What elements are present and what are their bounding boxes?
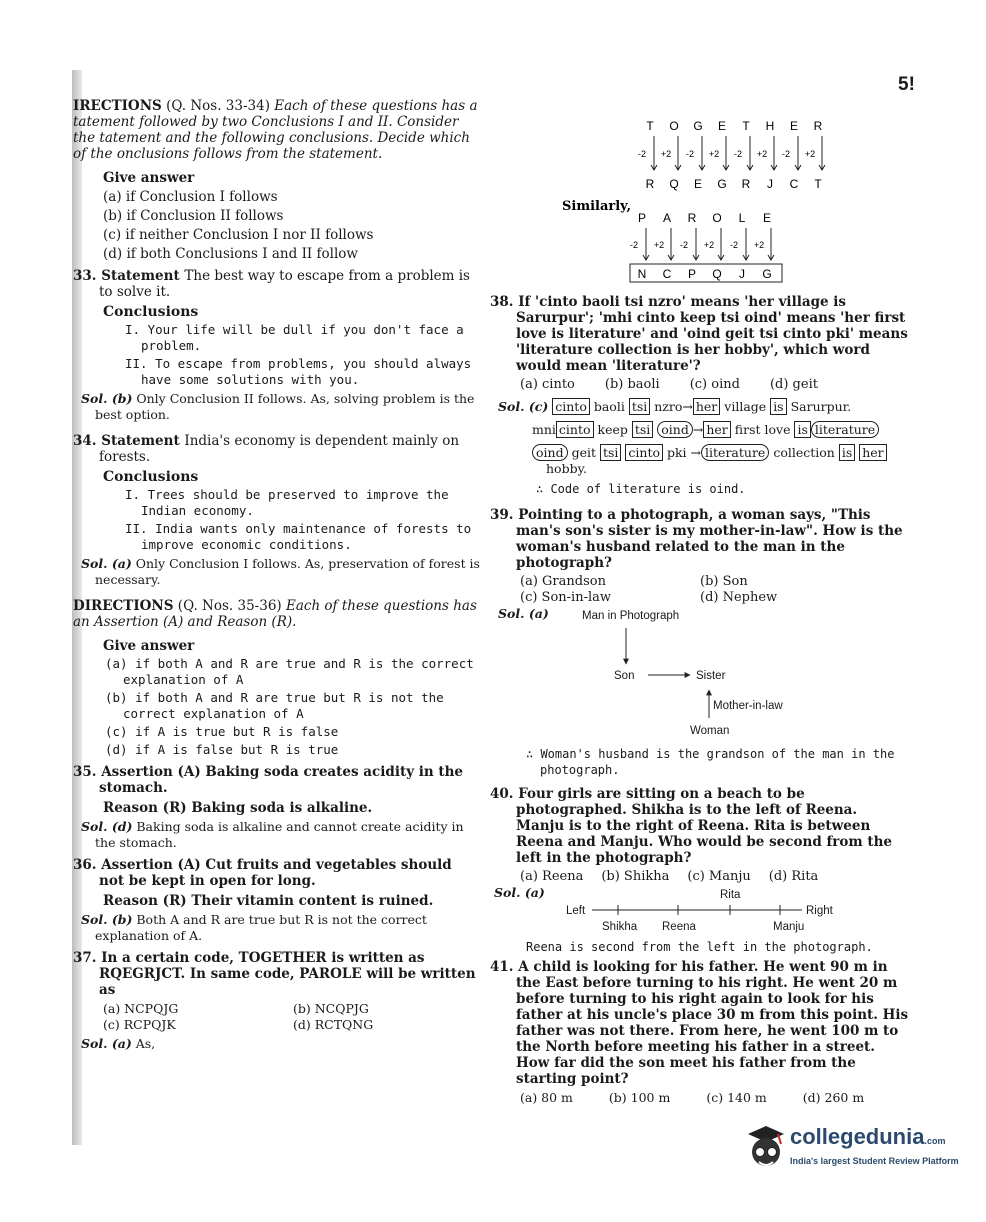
right-column bbox=[490, 288, 910, 1106]
par-top-letter: O bbox=[712, 211, 722, 225]
parole-top-letters bbox=[638, 211, 771, 225]
tog-top-letter: R bbox=[813, 119, 823, 133]
par-op-label: +2 bbox=[653, 240, 665, 250]
tog-top-letter: T bbox=[646, 119, 654, 133]
par-op-label: -2 bbox=[629, 240, 639, 250]
solution-34: Sol. (a) Only Conclusion I follows. As, preservation of forest is necessary. bbox=[81, 556, 480, 587]
collegedunia-logo[interactable] bbox=[742, 1120, 962, 1180]
mascot-icon bbox=[742, 1120, 788, 1180]
par-top-letter: A bbox=[662, 211, 672, 225]
question-39-options bbox=[520, 574, 910, 606]
option-b: (b) if both A and R are true but R is not the correct explanation of A bbox=[105, 690, 444, 721]
man-in-photograph-label: Man in Photograph bbox=[582, 610, 680, 622]
tog-op-label: -2 bbox=[733, 149, 743, 159]
question-38: 38. If 'cinto baoli tsi nzro' means 'her village is Sarurpur'; 'mhi cinto keep tsi oind' means 'her first love is literature' and 'oind geit tsi cinto pki' means 'literature collection is her hobby', which word would mean 'literature'? bbox=[490, 294, 908, 374]
option-a: (a) Reena bbox=[520, 869, 584, 884]
option-d: (d) geit bbox=[769, 377, 818, 392]
option-a: (a) NCPQJG bbox=[103, 1001, 179, 1016]
reason-36: Reason (R) Their vitamin content is ruined. bbox=[103, 893, 434, 909]
logo-wordmark: collegedunia.com bbox=[790, 1124, 946, 1149]
option-b: (b) baoli bbox=[604, 377, 660, 392]
coding-svg bbox=[490, 118, 910, 288]
option-c: (c) Son-in-law bbox=[520, 590, 612, 605]
par-op-label: -2 bbox=[679, 240, 689, 250]
option-d: (d) if A is false but R is true bbox=[105, 742, 339, 757]
par-bottom-letter: C bbox=[662, 267, 672, 281]
conclusion-1: I. Trees should be preserved to improve the Indian economy. bbox=[125, 487, 449, 518]
together-operations bbox=[638, 136, 825, 170]
question-41-options bbox=[520, 1090, 910, 1106]
tog-bottom-letter: G bbox=[717, 177, 727, 191]
coding-diagram bbox=[490, 118, 910, 292]
tog-top-letter: E bbox=[789, 119, 799, 133]
tog-bottom-letter: E bbox=[693, 177, 703, 191]
reason-35: Reason (R) Baking soda is alkaline. bbox=[103, 800, 373, 816]
similarly-label: Similarly, bbox=[562, 199, 632, 214]
par-top-letter: P bbox=[637, 211, 647, 225]
tog-op-label: +2 bbox=[660, 149, 672, 159]
par-bottom-letter: G bbox=[762, 267, 772, 281]
par-top-letter: R bbox=[687, 211, 697, 225]
reena-label: Reena bbox=[662, 921, 696, 933]
question-34: 34. Statement India's economy is dependent mainly on forests. bbox=[73, 433, 460, 465]
family-diagram bbox=[490, 606, 910, 744]
option-d: (d) RCTQNG bbox=[293, 1017, 374, 1032]
conclusions-label: Conclusions bbox=[103, 469, 199, 485]
logo-tagline: India's largest Student Review Platform bbox=[790, 1156, 959, 1166]
solution-39-label: Sol. (a) bbox=[498, 606, 549, 621]
option-d: (d) Rita bbox=[768, 869, 819, 884]
question-35: 35. Assertion (A) Baking soda creates acidity in the stomach. bbox=[73, 764, 464, 796]
manju-label: Manju bbox=[773, 921, 805, 933]
mother-in-law-label: Mother-in-law bbox=[713, 700, 783, 712]
tog-op-label: +2 bbox=[708, 149, 720, 159]
par-bottom-letter: N bbox=[637, 267, 647, 281]
tog-bottom-letter: R bbox=[645, 177, 655, 191]
solution-38-line-1: Sol. (c) cinto baoli tsi nzro→ her village is Sarurpur. bbox=[498, 399, 852, 414]
option-c: (c) RCPQJK bbox=[103, 1017, 176, 1032]
tog-bottom-letter: T bbox=[814, 177, 822, 191]
tog-bottom-letter: C bbox=[789, 177, 799, 191]
tog-bottom-letter: J bbox=[767, 177, 773, 191]
woman-label: Woman bbox=[690, 725, 730, 737]
tog-top-letter: O bbox=[669, 119, 679, 133]
tog-top-letter: G bbox=[693, 119, 703, 133]
tog-bottom-letter: Q bbox=[669, 177, 679, 191]
par-op-label: +2 bbox=[703, 240, 715, 250]
directions-33-34: IRECTIONS (Q. Nos. 33-34) Each of these questions has a tatement followed by two Conclusions I and II. Consider the tatement and the following conclusions. Decide which of the onclusions follows from the statement. bbox=[73, 98, 478, 162]
option-d: (d) if both Conclusions I and II follow bbox=[103, 246, 358, 262]
son-label: Son bbox=[614, 670, 635, 682]
par-op-label: +2 bbox=[753, 240, 765, 250]
question-39: 39. Pointing to a photograph, a woman says, "This man's son's sister is my mother-in-law". How is the woman's husband related to the man in the photograph? bbox=[490, 507, 903, 571]
right-label: Right bbox=[806, 905, 833, 917]
seating-line bbox=[490, 885, 910, 937]
give-answer-label: Give answer bbox=[103, 638, 195, 654]
directions-35-36: DIRECTIONS (Q. Nos. 35-36) Each of these questions has an Assertion (A) and Reason (R). bbox=[73, 598, 477, 630]
option-d: (d) Nephew bbox=[700, 590, 778, 605]
question-33: 33. Statement The best way to escape from a problem is to solve it. bbox=[73, 268, 470, 300]
option-b: (b) if Conclusion II follows bbox=[103, 208, 284, 224]
left-label: Left bbox=[566, 905, 586, 917]
option-c: (c) if A is true but R is false bbox=[105, 724, 339, 739]
par-bottom-letter: J bbox=[739, 267, 745, 281]
solution-36: Sol. (b) Both A and R are true but R is not the correct explanation of A. bbox=[81, 912, 427, 943]
give-answer-label: Give answer bbox=[103, 170, 195, 186]
seating-diagram bbox=[490, 885, 910, 937]
tog-bottom-letter: R bbox=[741, 177, 751, 191]
question-40-options bbox=[520, 869, 910, 885]
solution-37: Sol. (a) As, bbox=[81, 1036, 156, 1051]
parole-bottom-letters bbox=[638, 267, 772, 281]
par-top-letter: E bbox=[762, 211, 772, 225]
option-a: (a) if both A and R are true and R is the correct explanation of A bbox=[105, 656, 474, 687]
question-40: 40. Four girls are sitting on a beach to be photographed. Shikha is to the left of Reena. Manju is to the right of Reena. Rita is between Reena and Manju. Who would be second from the left in the photograph? bbox=[490, 786, 893, 866]
par-op-label: -2 bbox=[729, 240, 739, 250]
solution-33: Sol. (b) Only Conclusion II follows. As, solving problem is the best option. bbox=[81, 391, 475, 422]
shikha-label: Shikha bbox=[602, 921, 638, 933]
tog-top-letter: T bbox=[742, 119, 750, 133]
conclusion-2: II. India wants only maintenance of forests to improve economic conditions. bbox=[125, 521, 472, 552]
parole-operations bbox=[630, 228, 774, 260]
question-36: 36. Assertion (A) Cut fruits and vegetables should not be kept in open for long. bbox=[73, 857, 452, 889]
tog-op-label: -2 bbox=[781, 149, 791, 159]
page-number: 5! bbox=[898, 74, 915, 95]
solution-38-conclusion: ∴ Code of literature is oind. bbox=[536, 482, 746, 496]
solution-40-label: Sol. (a) bbox=[494, 885, 545, 900]
option-b: (b) NCQPJG bbox=[293, 1001, 369, 1016]
tog-op-label: -2 bbox=[637, 149, 647, 159]
option-b: (b) Shikha bbox=[601, 869, 670, 884]
solution-35: Sol. (d) Baking soda is alkaline and cannot create acidity in the stomach. bbox=[81, 819, 464, 850]
option-c: (c) if neither Conclusion I nor II follows bbox=[103, 227, 374, 243]
par-bottom-letter: P bbox=[687, 267, 697, 281]
conclusion-1: I. Your life will be dull if you don't face a problem. bbox=[125, 322, 464, 353]
tog-top-letter: E bbox=[717, 119, 727, 133]
par-top-letter: L bbox=[738, 211, 746, 225]
together-bottom-letters bbox=[646, 177, 823, 191]
question-37-options bbox=[103, 1001, 481, 1033]
rita-label: Rita bbox=[720, 889, 741, 901]
tog-op-label: +2 bbox=[756, 149, 768, 159]
option-d: (d) 260 m bbox=[802, 1090, 865, 1105]
answer-box bbox=[630, 264, 782, 282]
question-37: 37. In a certain code, TOGETHER is written as RQEGRJCT. In same code, PAROLE will be written as bbox=[73, 950, 476, 998]
tog-top-letter: H bbox=[765, 119, 775, 133]
question-38-options bbox=[520, 377, 910, 393]
sister-label: Sister bbox=[696, 670, 726, 682]
solution-38-line-3: oind geit tsi cinto pki → literature collection is her hobby. bbox=[532, 445, 910, 477]
option-c: (c) Manju bbox=[687, 869, 751, 884]
tog-op-label: -2 bbox=[685, 149, 695, 159]
conclusion-2: II. To escape from problems, you should always have some solutions with you. bbox=[125, 356, 472, 387]
option-a: (a) cinto bbox=[520, 377, 575, 392]
solution-38-line-2: mni cinto keep tsi oind → her first love is literature bbox=[532, 422, 910, 438]
option-c: (c) 140 m bbox=[706, 1090, 767, 1105]
left-column bbox=[73, 98, 481, 1052]
option-a: (a) if Conclusion I follows bbox=[103, 189, 278, 205]
question-41: 41. A child is looking for his father. He went 90 m in the East before turning to his right. He went 20 m before turning to his right again to look for his father at his uncle's place 30 m from this point. His father was not there. From here, he went 100 m to the North before meeting his father in a street. How far did the son meet his father from the starting point? bbox=[490, 959, 909, 1087]
tog-op-label: +2 bbox=[804, 149, 816, 159]
option-c: (c) oind bbox=[689, 377, 740, 392]
option-b: (b) Son bbox=[700, 574, 748, 589]
together-top-letters bbox=[646, 119, 822, 133]
conclusions-label: Conclusions bbox=[103, 304, 199, 320]
par-bottom-letter: Q bbox=[712, 267, 722, 281]
option-b: (b) 100 m bbox=[608, 1090, 671, 1105]
option-a: (a) 80 m bbox=[520, 1090, 573, 1105]
solution-40-conclusion: Reena is second from the left in the photograph. bbox=[526, 940, 873, 954]
option-a: (a) Grandson bbox=[520, 574, 606, 589]
solution-39-conclusion: ∴ Woman's husband is the grandson of the man in the photograph. bbox=[526, 747, 895, 777]
